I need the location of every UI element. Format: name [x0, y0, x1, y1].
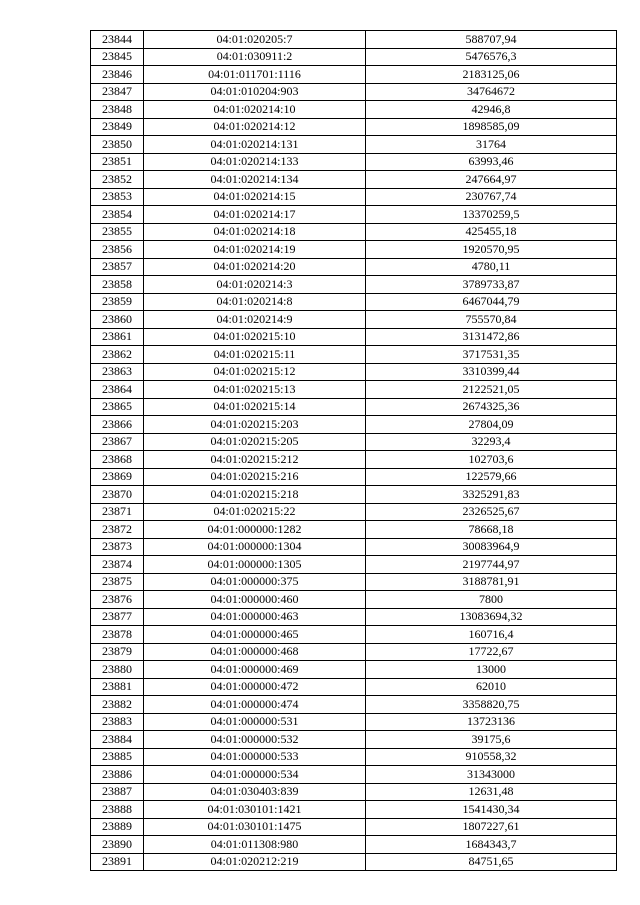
row-number-cell: 23878: [91, 626, 144, 644]
cadastral-number-cell: 04:01:020212:219: [144, 853, 366, 871]
row-number-cell: 23860: [91, 311, 144, 329]
cadastral-value-cell: 2122521,05: [366, 381, 617, 399]
table-row: [91, 346, 617, 364]
cadastral-value-cell: 1684343,7: [366, 836, 617, 854]
cadastral-value-cell: 122579,66: [366, 468, 617, 486]
row-number-cell: 23862: [91, 346, 144, 364]
cadastral-value-cell: 755570,84: [366, 311, 617, 329]
cadastral-number-cell: 04:01:000000:474: [144, 696, 366, 714]
row-number-cell: 23888: [91, 801, 144, 819]
cadastral-value-cell: 13000: [366, 661, 617, 679]
table-row: [91, 311, 617, 329]
cadastral-number-cell: 04:01:020214:10: [144, 101, 366, 119]
cadastral-value-cell: 32293,4: [366, 433, 617, 451]
cadastral-number-cell: 04:01:000000:533: [144, 748, 366, 766]
row-number-cell: 23858: [91, 276, 144, 294]
table-row: [91, 503, 617, 521]
table-row: [91, 853, 617, 871]
cadastral-value-cell: 31764: [366, 136, 617, 154]
table-row: [91, 136, 617, 154]
table-row: [91, 818, 617, 836]
table-row: [91, 521, 617, 539]
cadastral-value-cell: 30083964,9: [366, 538, 617, 556]
row-number-cell: 23873: [91, 538, 144, 556]
cadastral-number-cell: 04:01:020214:131: [144, 136, 366, 154]
row-number-cell: 23854: [91, 206, 144, 224]
cadastral-number-cell: 04:01:020205:7: [144, 31, 366, 49]
cadastral-number-cell: 04:01:020214:15: [144, 188, 366, 206]
table-row: [91, 416, 617, 434]
cadastral-value-cell: 247664,97: [366, 171, 617, 189]
row-number-cell: 23848: [91, 101, 144, 119]
cadastral-value-cell: 3717531,35: [366, 346, 617, 364]
table-row: [91, 538, 617, 556]
table-row: [91, 643, 617, 661]
cadastral-value-cell: 17722,67: [366, 643, 617, 661]
cadastral-value-cell: 3789733,87: [366, 276, 617, 294]
cadastral-value-cell: 78668,18: [366, 521, 617, 539]
cadastral-value-cell: 3310399,44: [366, 363, 617, 381]
row-number-cell: 23845: [91, 48, 144, 66]
row-number-cell: 23867: [91, 433, 144, 451]
cadastral-value-cell: 34764672: [366, 83, 617, 101]
cadastral-value-cell: 2674325,36: [366, 398, 617, 416]
row-number-cell: 23889: [91, 818, 144, 836]
cadastral-value-cell: 1541430,34: [366, 801, 617, 819]
cadastral-value-cell: 2183125,06: [366, 66, 617, 84]
table-row: [91, 276, 617, 294]
cadastral-value-cell: 160716,4: [366, 626, 617, 644]
cadastral-number-cell: 04:01:020215:10: [144, 328, 366, 346]
table-row: [91, 696, 617, 714]
table-row: [91, 101, 617, 119]
row-number-cell: 23869: [91, 468, 144, 486]
cadastral-number-cell: 04:01:011701:1116: [144, 66, 366, 84]
row-number-cell: 23874: [91, 556, 144, 574]
row-number-cell: 23856: [91, 241, 144, 259]
row-number-cell: 23853: [91, 188, 144, 206]
table-row: [91, 83, 617, 101]
row-number-cell: 23876: [91, 591, 144, 609]
row-number-cell: 23868: [91, 451, 144, 469]
table-row: [91, 241, 617, 259]
cadastral-number-cell: 04:01:020214:9: [144, 311, 366, 329]
table-row: [91, 591, 617, 609]
cadastral-number-cell: 04:01:020214:3: [144, 276, 366, 294]
cadastral-number-cell: 04:01:020215:12: [144, 363, 366, 381]
cadastral-value-cell: 230767,74: [366, 188, 617, 206]
cadastral-value-cell: 42946,8: [366, 101, 617, 119]
cadastral-value-cell: 3131472,86: [366, 328, 617, 346]
cadastral-number-cell: 04:01:010204:903: [144, 83, 366, 101]
cadastral-value-cell: 1807227,61: [366, 818, 617, 836]
cadastral-number-cell: 04:01:000000:468: [144, 643, 366, 661]
cadastral-number-cell: 04:01:030403:839: [144, 783, 366, 801]
cadastral-value-cell: 62010: [366, 678, 617, 696]
row-number-cell: 23846: [91, 66, 144, 84]
table-row: [91, 293, 617, 311]
table-row: [91, 486, 617, 504]
cadastral-value-cell: 3325291,83: [366, 486, 617, 504]
table-row: [91, 748, 617, 766]
cadastral-number-cell: 04:01:020215:13: [144, 381, 366, 399]
row-number-cell: 23880: [91, 661, 144, 679]
cadastral-value-cell: 13083694,32: [366, 608, 617, 626]
row-number-cell: 23847: [91, 83, 144, 101]
cadastral-number-cell: 04:01:020214:17: [144, 206, 366, 224]
cadastral-value-cell: 84751,65: [366, 853, 617, 871]
row-number-cell: 23885: [91, 748, 144, 766]
cadastral-value-cell: 3358820,75: [366, 696, 617, 714]
cadastral-value-cell: 5476576,3: [366, 48, 617, 66]
table-row: [91, 608, 617, 626]
cadastral-number-cell: 04:01:020215:14: [144, 398, 366, 416]
cadastral-number-cell: 04:01:000000:472: [144, 678, 366, 696]
table-row: [91, 661, 617, 679]
cadastral-number-cell: 04:01:020215:218: [144, 486, 366, 504]
table-row: [91, 713, 617, 731]
row-number-cell: 23855: [91, 223, 144, 241]
cadastral-number-cell: 04:01:020215:216: [144, 468, 366, 486]
cadastral-number-cell: 04:01:030101:1421: [144, 801, 366, 819]
row-number-cell: 23870: [91, 486, 144, 504]
table-row: [91, 363, 617, 381]
cadastral-number-cell: 04:01:011308:980: [144, 836, 366, 854]
cadastral-value-cell: 31343000: [366, 766, 617, 784]
table-row: [91, 766, 617, 784]
table-row: [91, 31, 617, 49]
cadastral-number-cell: 04:01:000000:1282: [144, 521, 366, 539]
row-number-cell: 23891: [91, 853, 144, 871]
table-row: [91, 381, 617, 399]
table-body: [91, 31, 617, 871]
row-number-cell: 23850: [91, 136, 144, 154]
row-number-cell: 23866: [91, 416, 144, 434]
table-row: [91, 433, 617, 451]
row-number-cell: 23865: [91, 398, 144, 416]
row-number-cell: 23861: [91, 328, 144, 346]
cadastral-value-cell: 910558,32: [366, 748, 617, 766]
row-number-cell: 23872: [91, 521, 144, 539]
row-number-cell: 23887: [91, 783, 144, 801]
cadastral-value-cell: 13723136: [366, 713, 617, 731]
cadastral-number-cell: 04:01:020215:203: [144, 416, 366, 434]
cadastral-value-table: [90, 30, 617, 871]
row-number-cell: 23871: [91, 503, 144, 521]
cadastral-number-cell: 04:01:030911:2: [144, 48, 366, 66]
table-row: [91, 398, 617, 416]
cadastral-number-cell: 04:01:000000:532: [144, 731, 366, 749]
cadastral-value-cell: 1898585,09: [366, 118, 617, 136]
table-row: [91, 206, 617, 224]
row-number-cell: 23857: [91, 258, 144, 276]
cadastral-number-cell: 04:01:020214:133: [144, 153, 366, 171]
row-number-cell: 23879: [91, 643, 144, 661]
row-number-cell: 23884: [91, 731, 144, 749]
table-row: [91, 153, 617, 171]
row-number-cell: 23844: [91, 31, 144, 49]
cadastral-value-cell: 27804,09: [366, 416, 617, 434]
cadastral-number-cell: 04:01:020214:134: [144, 171, 366, 189]
table-row: [91, 626, 617, 644]
cadastral-number-cell: 04:01:020215:205: [144, 433, 366, 451]
cadastral-number-cell: 04:01:020215:11: [144, 346, 366, 364]
cadastral-number-cell: 04:01:020214:12: [144, 118, 366, 136]
table-row: [91, 48, 617, 66]
row-number-cell: 23877: [91, 608, 144, 626]
row-number-cell: 23886: [91, 766, 144, 784]
row-number-cell: 23859: [91, 293, 144, 311]
table-row: [91, 328, 617, 346]
cadastral-number-cell: 04:01:020214:20: [144, 258, 366, 276]
table-row: [91, 783, 617, 801]
cadastral-value-cell: 1920570,95: [366, 241, 617, 259]
row-number-cell: 23852: [91, 171, 144, 189]
cadastral-number-cell: 04:01:000000:1305: [144, 556, 366, 574]
table-row: [91, 468, 617, 486]
cadastral-number-cell: 04:01:000000:465: [144, 626, 366, 644]
cadastral-value-cell: 13370259,5: [366, 206, 617, 224]
row-number-cell: 23890: [91, 836, 144, 854]
row-number-cell: 23883: [91, 713, 144, 731]
cadastral-number-cell: 04:01:000000:1304: [144, 538, 366, 556]
cadastral-value-cell: 2197744,97: [366, 556, 617, 574]
cadastral-value-cell: 63993,46: [366, 153, 617, 171]
document-page: [90, 30, 616, 871]
table-row: [91, 188, 617, 206]
row-number-cell: 23881: [91, 678, 144, 696]
table-row: [91, 451, 617, 469]
cadastral-number-cell: 04:01:000000:460: [144, 591, 366, 609]
row-number-cell: 23875: [91, 573, 144, 591]
cadastral-value-cell: 425455,18: [366, 223, 617, 241]
row-number-cell: 23882: [91, 696, 144, 714]
table-row: [91, 258, 617, 276]
table-row: [91, 556, 617, 574]
table-row: [91, 678, 617, 696]
table-row: [91, 118, 617, 136]
table-row: [91, 801, 617, 819]
cadastral-number-cell: 04:01:020214:19: [144, 241, 366, 259]
cadastral-number-cell: 04:01:000000:534: [144, 766, 366, 784]
cadastral-number-cell: 04:01:020215:22: [144, 503, 366, 521]
cadastral-number-cell: 04:01:020214:8: [144, 293, 366, 311]
cadastral-value-cell: 7800: [366, 591, 617, 609]
cadastral-number-cell: 04:01:020214:18: [144, 223, 366, 241]
cadastral-value-cell: 12631,48: [366, 783, 617, 801]
row-number-cell: 23851: [91, 153, 144, 171]
table-row: [91, 171, 617, 189]
table-row: [91, 836, 617, 854]
cadastral-number-cell: 04:01:030101:1475: [144, 818, 366, 836]
cadastral-value-cell: 4780,11: [366, 258, 617, 276]
cadastral-number-cell: 04:01:000000:531: [144, 713, 366, 731]
cadastral-value-cell: 588707,94: [366, 31, 617, 49]
table-row: [91, 731, 617, 749]
cadastral-value-cell: 102703,6: [366, 451, 617, 469]
cadastral-number-cell: 04:01:020215:212: [144, 451, 366, 469]
row-number-cell: 23864: [91, 381, 144, 399]
table-row: [91, 573, 617, 591]
row-number-cell: 23863: [91, 363, 144, 381]
row-number-cell: 23849: [91, 118, 144, 136]
table-row: [91, 223, 617, 241]
cadastral-value-cell: 6467044,79: [366, 293, 617, 311]
cadastral-number-cell: 04:01:000000:469: [144, 661, 366, 679]
cadastral-number-cell: 04:01:000000:463: [144, 608, 366, 626]
cadastral-value-cell: 39175,6: [366, 731, 617, 749]
cadastral-value-cell: 2326525,67: [366, 503, 617, 521]
table-row: [91, 66, 617, 84]
cadastral-number-cell: 04:01:000000:375: [144, 573, 366, 591]
cadastral-value-cell: 3188781,91: [366, 573, 617, 591]
